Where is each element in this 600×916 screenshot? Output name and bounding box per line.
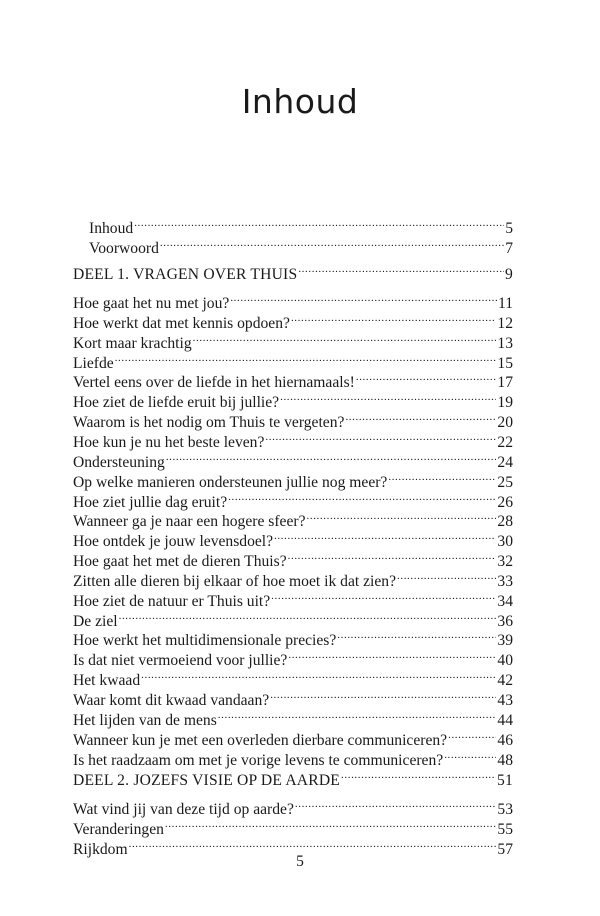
toc-part-heading <box>73 259 513 283</box>
toc-entry <box>73 447 513 471</box>
toc-entry <box>73 427 513 451</box>
toc-entry-page: 7 <box>505 239 513 257</box>
toc-entry-title: De ziel <box>73 612 118 630</box>
toc-entry-title: Wanneer kun je met een overleden dierbare communiceren? <box>73 731 448 749</box>
toc-entry <box>73 606 513 630</box>
toc-entry-page: 26 <box>497 493 513 511</box>
dot-leader <box>388 467 496 487</box>
toc-entry-title: Hoe ziet de liefde eruit bij jullie? <box>73 394 280 412</box>
toc-entry-title: Kort maar krachtig <box>73 334 192 352</box>
toc-entry-page: 12 <box>497 314 513 332</box>
toc-entry-title: Liefde <box>73 354 114 372</box>
toc-entry <box>73 506 513 531</box>
dot-leader <box>448 725 496 745</box>
dot-leader <box>265 427 496 447</box>
toc-entry <box>73 367 513 392</box>
toc-entry <box>73 526 513 551</box>
toc-entry-title: Voorwoord <box>89 239 159 257</box>
dot-leader <box>295 794 497 814</box>
toc-entry-page: 25 <box>497 473 513 491</box>
dot-leader <box>288 645 496 665</box>
toc-entry-page: 9 <box>505 266 513 283</box>
dot-leader <box>166 447 497 467</box>
toc-entry <box>73 487 513 511</box>
toc-entry <box>73 328 513 352</box>
toc-entry <box>73 308 513 332</box>
dot-leader <box>129 834 497 854</box>
toc-entry-title: DEEL 1. VRAGEN OVER THUIS <box>73 266 298 283</box>
dot-leader <box>397 566 496 586</box>
toc-entry-page: 24 <box>497 453 513 471</box>
toc-entry-title: Ondersteuning <box>73 453 165 471</box>
dot-leader <box>341 765 496 785</box>
toc-entry-page: 46 <box>497 731 513 749</box>
toc-entry <box>73 586 513 610</box>
toc-entry-page: 19 <box>497 394 513 412</box>
toc-entry <box>73 685 513 709</box>
toc-entry-page: 32 <box>497 553 513 571</box>
toc-entry <box>73 745 513 769</box>
toc-entry-title: Hoe gaat het nu met jou? <box>73 295 230 312</box>
toc-entry-title: Waarom is het nodig om Thuis te vergeten? <box>73 414 345 432</box>
toc-entry-page: 57 <box>497 840 513 858</box>
dot-leader <box>337 625 496 645</box>
toc-entry <box>73 705 513 729</box>
dot-leader <box>134 213 504 233</box>
toc-entry <box>73 645 513 670</box>
toc-entry-title: Zitten alle dieren bij elkaar of hoe moet ik dat zien? <box>73 572 396 590</box>
dot-leader <box>193 328 497 348</box>
dot-leader <box>444 745 496 765</box>
toc-entry-title: Hoe werkt dat met kennis opdoen? <box>73 314 290 332</box>
toc-entry-title: Wat vind jij van deze tijd op aarde? <box>73 801 294 818</box>
toc-entry-title: Hoe gaat het met de dieren Thuis? <box>73 553 287 571</box>
toc-entry-page: 48 <box>497 751 513 769</box>
dot-leader <box>228 487 496 507</box>
toc-entry-page: 55 <box>497 820 513 838</box>
toc-entry <box>73 407 513 432</box>
toc-entry-page: 11 <box>497 295 513 312</box>
toc-entry-page: 42 <box>497 672 513 690</box>
dot-leader <box>141 665 496 685</box>
toc-entry <box>73 387 513 412</box>
toc-entry <box>73 725 513 749</box>
toc-entry-title: Rijkdom <box>73 840 128 858</box>
dot-leader <box>218 705 497 725</box>
toc-entry-page: 51 <box>497 772 513 789</box>
toc-entry-page: 39 <box>497 632 513 650</box>
dot-leader <box>165 814 496 834</box>
toc-entry-page: 5 <box>505 220 513 237</box>
toc-entry-title: Hoe ziet jullie dag eruit? <box>73 493 228 511</box>
dot-leader <box>307 506 497 526</box>
toc-entry <box>73 814 513 838</box>
toc-entry <box>73 467 513 491</box>
toc-entry-title: Hoe kun je nu het beste leven? <box>73 433 265 451</box>
toc-entry-page: 28 <box>497 513 513 531</box>
toc-entry-page: 44 <box>497 711 513 729</box>
toc-entry-page: 40 <box>497 652 513 670</box>
toc-entry <box>73 665 513 690</box>
toc-entry <box>73 348 513 372</box>
toc-entry-title: Vertel eens over de liefde in het hiernamaals! <box>73 374 355 392</box>
toc-entry-page: 43 <box>497 692 513 709</box>
dot-leader <box>230 288 497 308</box>
dot-leader <box>288 546 497 566</box>
toc-entry <box>73 834 513 858</box>
toc-entry-title: Hoe ontdek je jouw levensdoel? <box>73 533 274 551</box>
toc-entry-title: Is het raadzaam om met je vorige levens te communiceren? <box>73 751 444 769</box>
dot-leader <box>345 407 496 427</box>
dot-leader <box>356 367 497 387</box>
toc-entry-title: Inhoud <box>89 220 134 237</box>
dot-leader <box>160 233 504 253</box>
toc-entry <box>73 566 513 590</box>
toc-entry-page: 13 <box>497 334 513 352</box>
dot-leader <box>271 586 496 606</box>
toc-entry <box>73 794 513 818</box>
toc-entry-title: Is dat niet vermoeiend voor jullie? <box>73 652 288 670</box>
toc-part-heading <box>73 765 513 789</box>
toc-entry <box>73 233 513 257</box>
toc-entry-title: Het kwaad <box>73 672 141 690</box>
toc-entry-title: Waar komt dit kwaad vandaan? <box>73 692 270 709</box>
toc-entry-page: 15 <box>497 354 513 372</box>
page-number: 5 <box>296 853 304 870</box>
dot-leader <box>119 606 497 626</box>
toc-entry-title: Wanneer ga je naar een hogere sfeer? <box>73 513 306 531</box>
toc-entry-page: 20 <box>497 414 513 432</box>
toc-entry-page: 30 <box>497 533 513 551</box>
toc-entry-title: Op welke manieren ondersteunen jullie nog meer? <box>73 473 388 491</box>
dot-leader <box>115 348 497 368</box>
dot-leader <box>280 387 496 407</box>
toc-entry-page: 34 <box>497 592 513 610</box>
toc-entry <box>73 625 513 650</box>
toc-entry-title: DEEL 2. JOZEFS VISIE OP DE AARDE <box>73 772 341 789</box>
dot-leader <box>274 526 496 546</box>
dot-leader <box>291 308 496 328</box>
toc-entry-page: 36 <box>497 612 513 630</box>
page-title: Inhoud <box>241 82 359 121</box>
dot-leader <box>298 259 504 279</box>
toc-entry-page: 33 <box>497 572 513 590</box>
toc-entry <box>73 288 513 312</box>
dot-leader <box>270 685 496 705</box>
toc-entry-title: Veranderingen <box>73 820 164 838</box>
toc-entry-title: Het lijden van de mens <box>73 711 217 729</box>
toc-entry-page: 17 <box>497 374 513 392</box>
toc-entry-title: Hoe werkt het multidimensionale precies? <box>73 632 337 650</box>
toc-entry <box>73 546 513 571</box>
toc-entry <box>73 213 513 237</box>
toc-entry-page: 22 <box>497 433 513 451</box>
toc-entry-title: Hoe ziet de natuur er Thuis uit? <box>73 592 271 610</box>
toc-entry-page: 53 <box>497 801 513 818</box>
